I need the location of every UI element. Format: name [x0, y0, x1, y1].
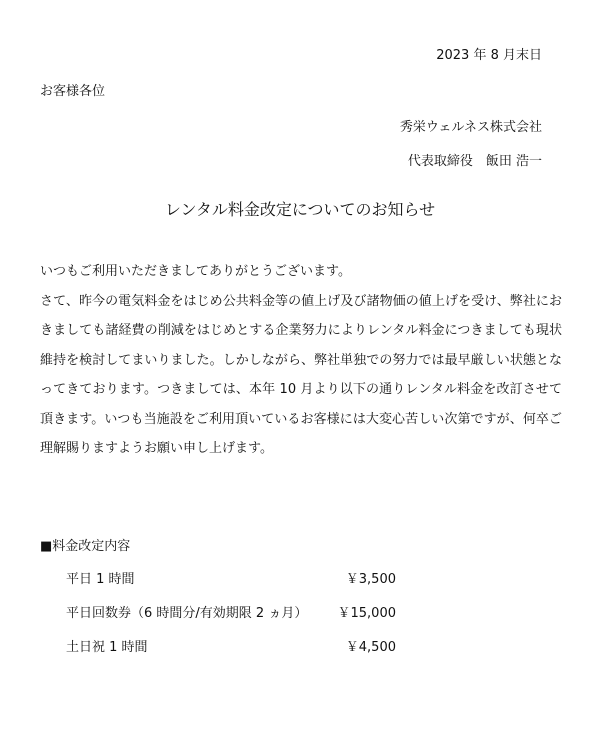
fee-price: ￥3,500	[345, 572, 396, 587]
company-name: 秀栄ウェルネス株式会社	[399, 120, 542, 135]
fee-price: ￥15,000	[337, 606, 396, 621]
document-title: レンタル料金改定についてのお知らせ	[164, 200, 436, 219]
fee-name: 土日祝 1 時間	[66, 640, 148, 655]
recipient: お客様各位	[40, 84, 106, 99]
fee-name: 平日回数券（6 時間分/有効期限 2 ヵ月）	[66, 606, 308, 621]
representative: 代表取締役 飯田 浩一	[407, 154, 542, 169]
fee-price: ￥4,500	[345, 640, 396, 655]
fee-name: 平日 1 時間	[66, 572, 135, 587]
greeting: いつもご利用いただきましてありがとうございます。	[40, 264, 351, 279]
issue-date: 2023 年 8 月末日	[436, 48, 542, 63]
body-paragraph: さて、昨今の電気料金をはじめ公共料金等の値上げ及び諸物価の値上げを受け、弊社におきましても諸経費の削減をはじめとする企業努力によりレンタル料金につきましても現状維持を検討してまいりました。しかしながら、弊社単独での努力では最早厳しい状態となってきております。つきましては、本年 10 月より以下の通りレンタル料金を改訂させて頂きます。いつも当施設をご利用頂いているお客様には大変心苦しい次第ですが、何卒ご理解賜りますようお願い申し上げます。	[40, 294, 562, 457]
fee-section-heading: ■料金改定内容	[40, 539, 131, 554]
